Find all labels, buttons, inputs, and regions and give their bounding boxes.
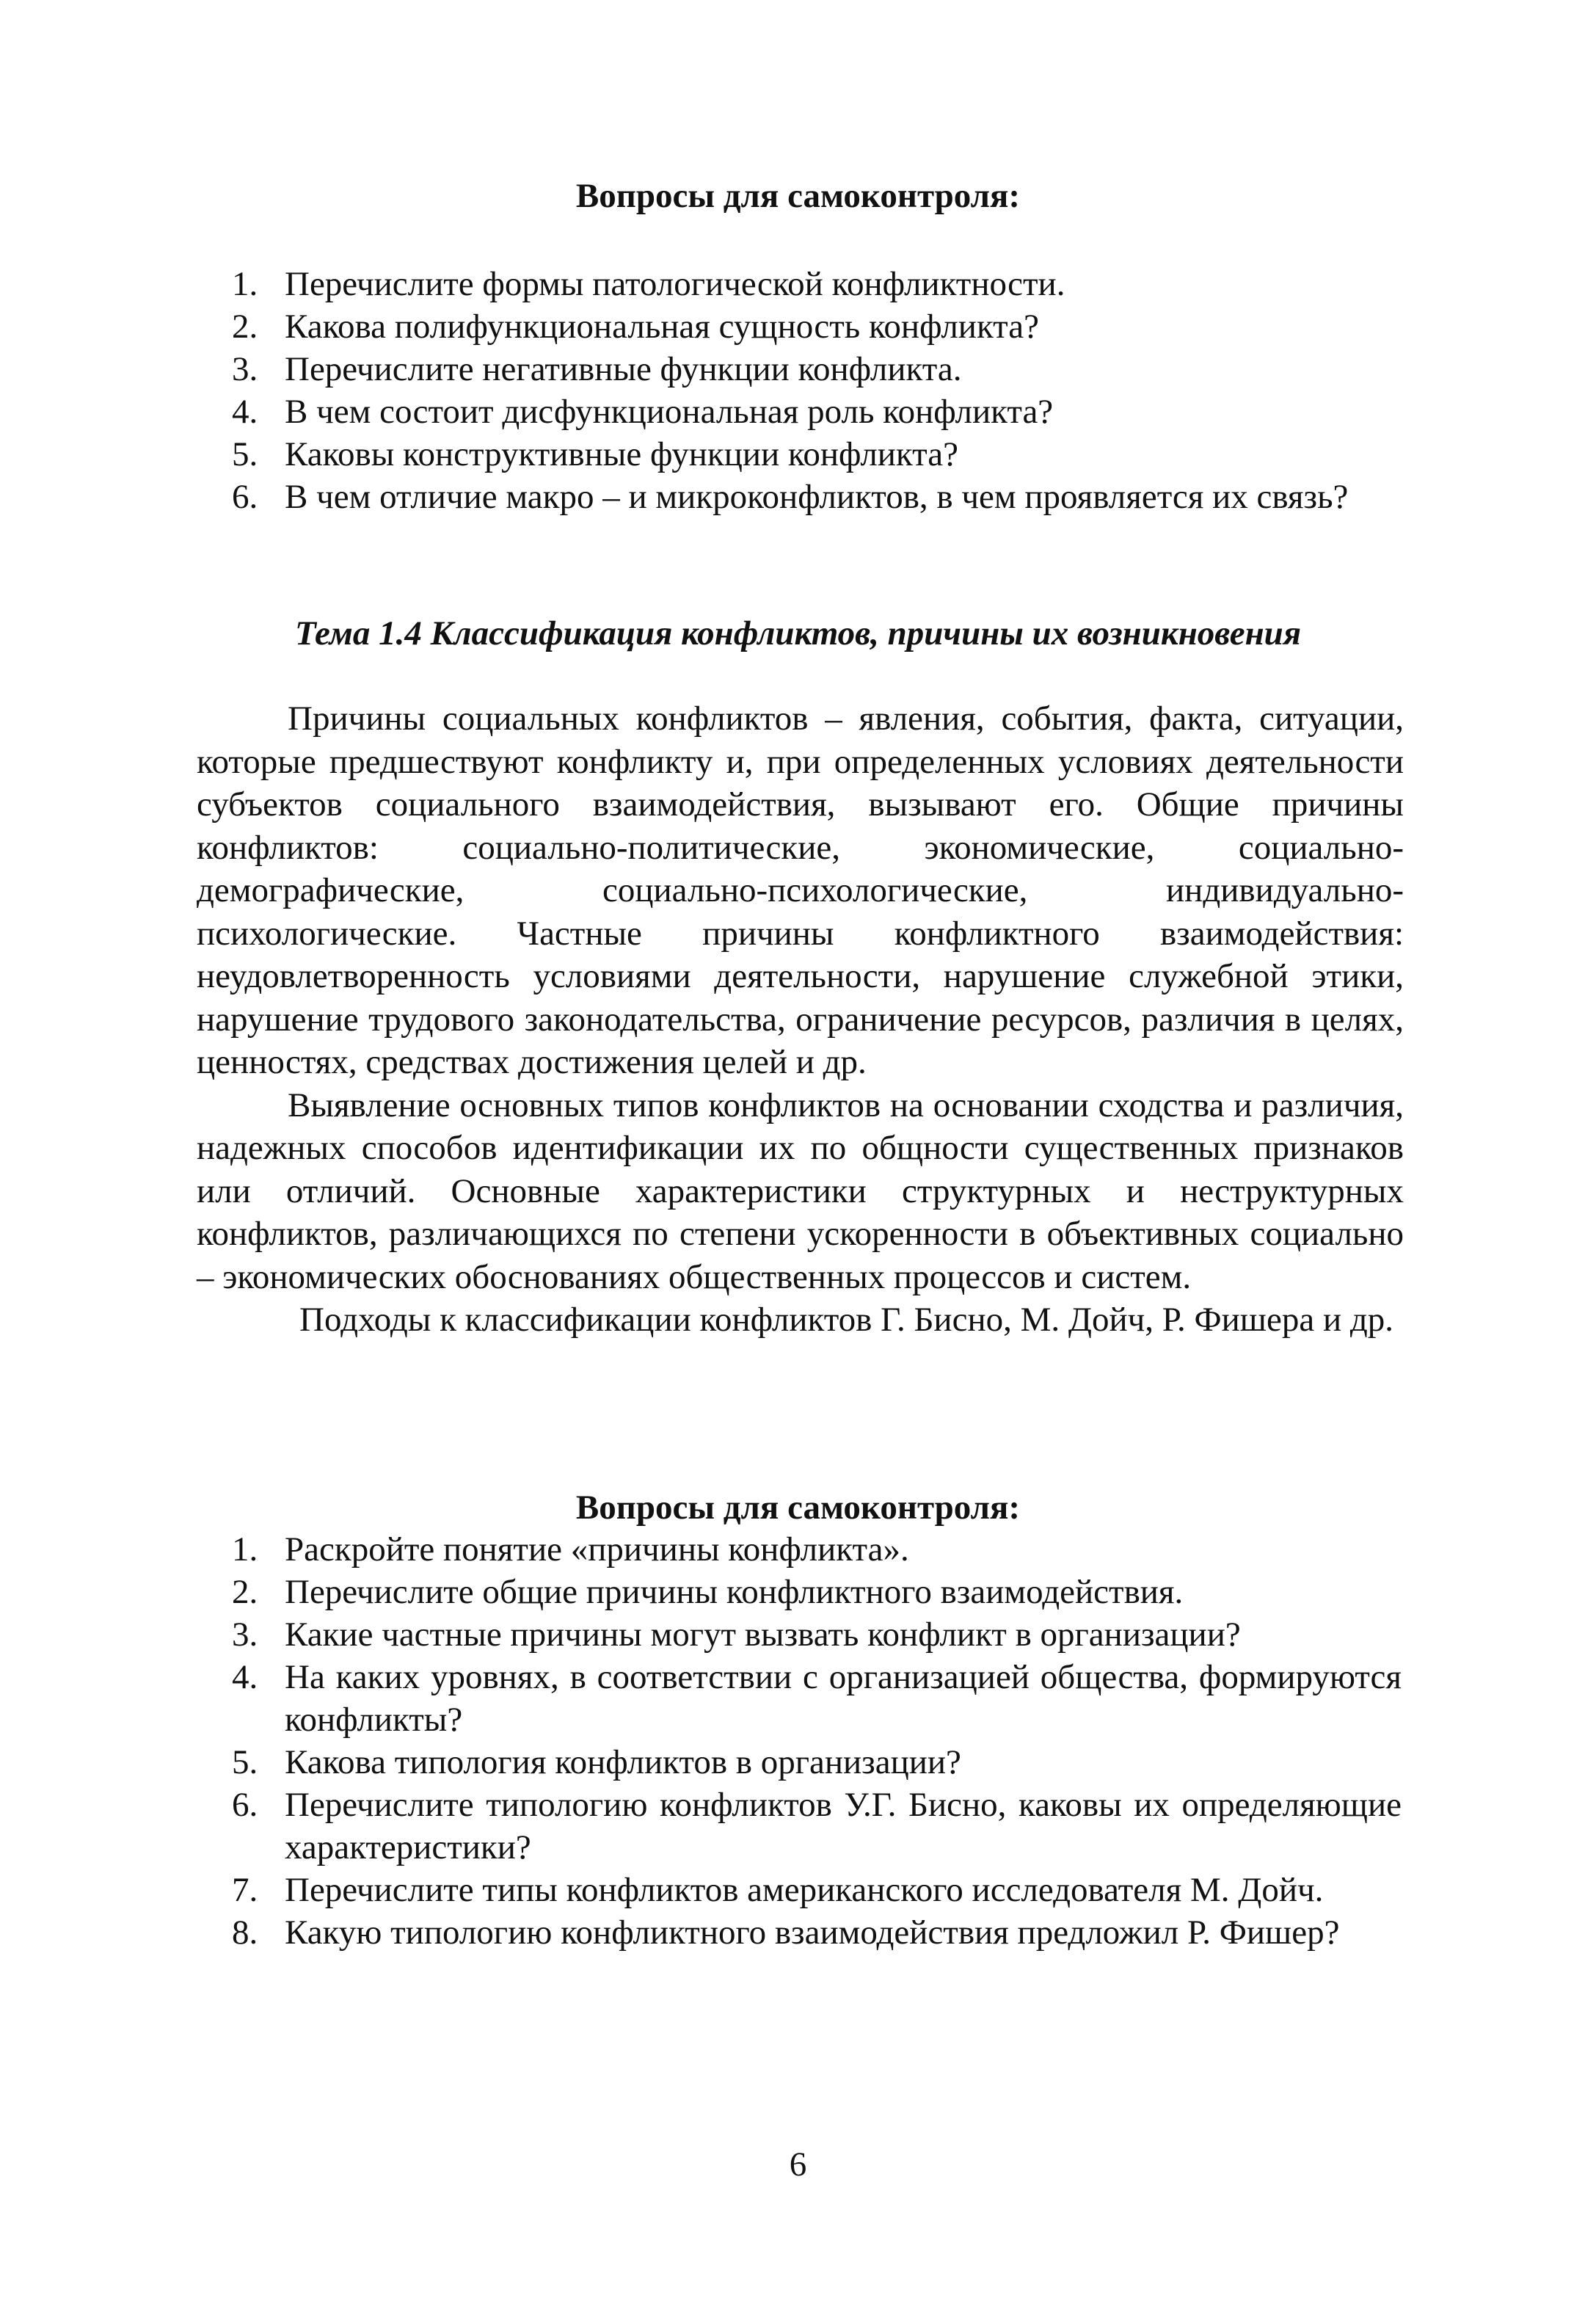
question-number: 2. — [232, 308, 258, 346]
question-item — [227, 1869, 1402, 1911]
self-check-heading: Вопросы для самоконтроля: — [575, 1488, 1021, 1527]
question-number: 1. — [232, 265, 258, 303]
question-text: На каких уровнях, в соответствии с организацией общества, формируются конфликты? — [285, 1658, 1402, 1739]
question-item — [227, 1911, 1402, 1954]
question-number: 4. — [232, 1658, 258, 1696]
question-item — [227, 1528, 1402, 1571]
question-item — [227, 1741, 1402, 1784]
question-item — [227, 390, 1402, 433]
question-text: Какова типология конфликтов в организации? — [285, 1743, 961, 1781]
question-text: В чем состоит дисфункциональная роль конфликта? — [285, 393, 1054, 431]
question-item — [227, 305, 1402, 348]
question-text: Перечислите общие причины конфликтного взаимодействия. — [285, 1573, 1184, 1611]
question-item — [227, 263, 1402, 305]
question-item — [227, 433, 1402, 476]
question-item — [227, 1784, 1402, 1869]
body-paragraph: Подходы к классификации конфликтов Г. Бисно, М. Дойч, Р. Фишера и др. — [299, 1301, 1394, 1339]
question-number: 6. — [232, 1786, 258, 1824]
self-check-questions-list — [227, 263, 1402, 518]
question-text: Перечислите формы патологической конфликтности. — [285, 265, 1065, 303]
question-item — [227, 1656, 1402, 1741]
question-number: 4. — [232, 393, 258, 431]
question-item — [227, 1613, 1402, 1656]
page-number: 6 — [789, 2145, 807, 2184]
question-text: Какую типологию конфликтного взаимодействия предложил Р. Фишер? — [285, 1913, 1340, 1952]
question-number: 7. — [232, 1871, 258, 1909]
question-text: В чем отличие макро – и микроконфликтов, в чем проявляется их связь? — [285, 478, 1349, 516]
question-number: 5. — [232, 435, 258, 473]
topic-title: Тема 1.4 Классификация конфликтов, причины их возникновения — [294, 614, 1302, 652]
body-paragraph: Выявление основных типов конфликтов на основании сходства и различия, надежных способов идентификации их по общности существенных признаков или отличий. Основные характеристики структурных и неструктурных конфликтов, различающихся по степени ускоренности в объективных социально – экономических обоснованиях общественных процессов и систем. — [197, 1086, 1404, 1296]
question-item — [227, 1571, 1402, 1613]
topic-body — [197, 697, 1404, 1342]
question-text: Перечислите типологию конфликтов У.Г. Бисно, каковы их определяющие характеристики? — [285, 1786, 1402, 1866]
question-item — [227, 476, 1402, 518]
question-text: Какие частные причины могут вызвать конфликт в организации? — [285, 1615, 1241, 1654]
question-item — [227, 348, 1402, 390]
question-number: 8. — [232, 1913, 258, 1952]
self-check-heading: Вопросы для самоконтроля: — [575, 177, 1021, 215]
question-number: 1. — [232, 1530, 258, 1568]
question-text: Раскройте понятие «причины конфликта». — [285, 1530, 909, 1568]
question-number: 3. — [232, 1615, 258, 1654]
question-text: Каковы конструктивные функции конфликта? — [285, 435, 958, 473]
question-number: 2. — [232, 1573, 258, 1611]
question-number: 3. — [232, 350, 258, 388]
question-number: 6. — [232, 478, 258, 516]
question-text: Какова полифункциональная сущность конфликта? — [285, 308, 1040, 346]
self-check-questions-list — [227, 1528, 1402, 1954]
question-text: Перечислите типы конфликтов американского исследователя М. Дойч. — [285, 1871, 1324, 1909]
question-text: Перечислите негативные функции конфликта. — [285, 350, 962, 388]
question-number: 5. — [232, 1743, 258, 1781]
body-paragraph: Причины социальных конфликтов – явления, события, факта, ситуации, которые предшествуют конфликту и, при определенных условиях деятельности субъектов социального взаимодействия, вызывают его. Общие причины конфликтов: социально-политические, экономические, социально-демографические, социально-психологические, индивидуально-психологические. Частные причины конфликтного взаимодействия: неудовлетворенность условиями деятельности, нарушение служебной этики, нарушение трудового законодательства, ограничение ресурсов, различия в целях, ценностях, средствах достижения целей и др. — [197, 699, 1404, 1081]
